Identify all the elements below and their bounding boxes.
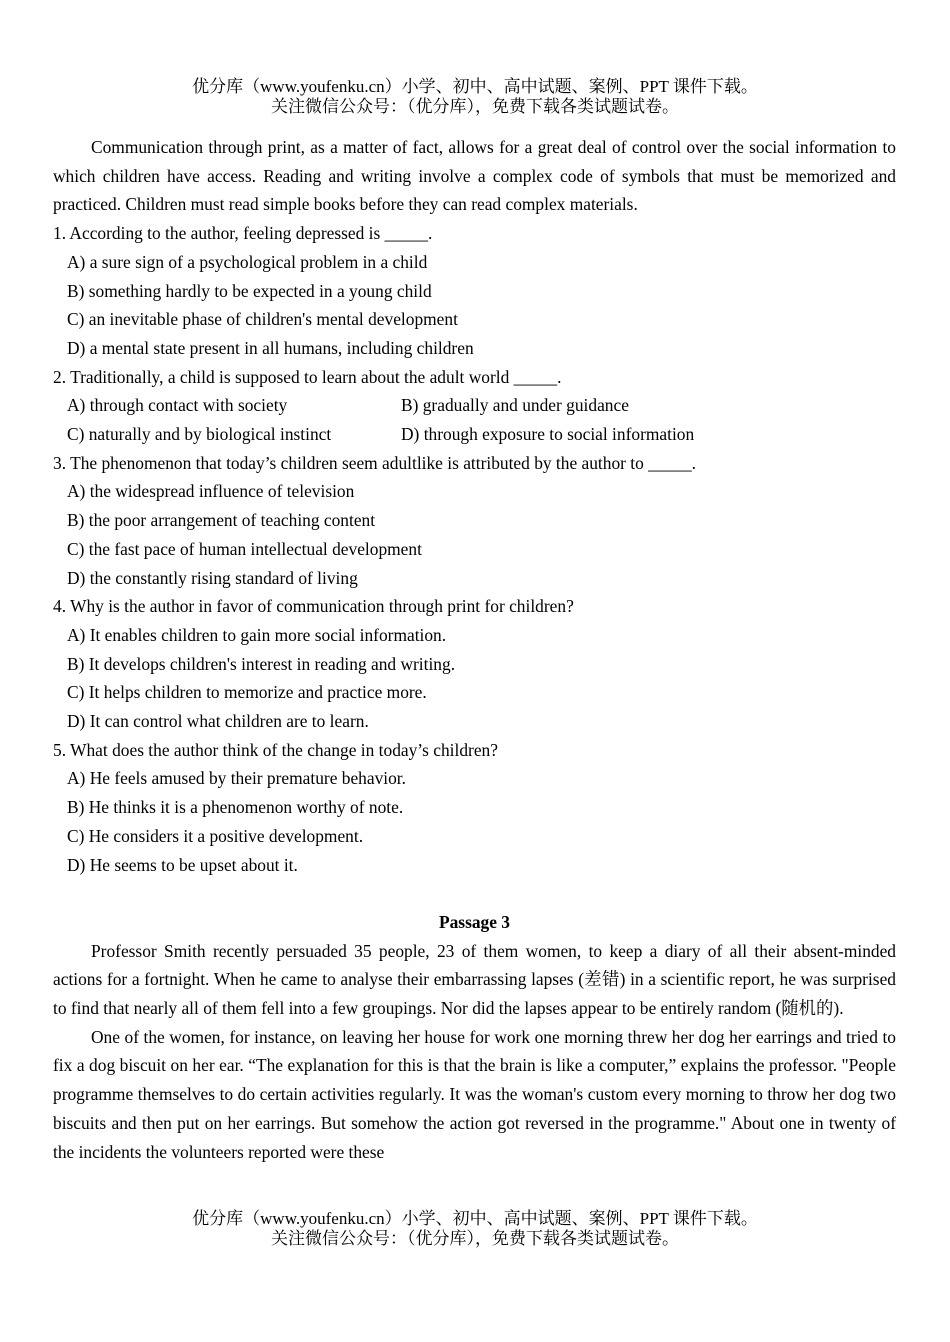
option-a: A) It enables children to gain more social information. <box>67 624 447 645</box>
question-4 <box>53 592 896 736</box>
option-d: D) He seems to be upset about it. <box>67 854 298 875</box>
option-d: D) a mental state present in all humans, including children <box>67 337 474 358</box>
option-row <box>53 391 896 420</box>
question-2 <box>53 363 896 449</box>
option-b: B) the poor arrangement of teaching content <box>67 510 376 531</box>
page-header <box>0 77 950 117</box>
spacer <box>53 879 896 908</box>
option-c: C) the fast pace of human intellectual development <box>67 538 422 559</box>
passage-paragraph: Professor Smith recently persuaded 35 people, 23 of them women, to keep a diary of all their absent-minded actions for a fortnight. When he came to analyse their embarrassing lapses (差错) in a scientific report, he was surprised to find that nearly all of them fell into a few groupings. Nor did the lapses appear to be entirely random (随机的). <box>53 940 896 1019</box>
option-c: C) an inevitable phase of children's mental development <box>67 309 458 330</box>
intro-paragraph: Communication through print, as a matter of fact, allows for a great deal of control over the social information to which children have access. Reading and writing involve a complex code of symbols that must be memorized and practiced. Children must read simple books before they can read complex materials. <box>53 137 896 215</box>
option-row <box>53 420 896 449</box>
option-b: B) It develops children's interest in reading and writing. <box>67 653 456 674</box>
page-body <box>53 133 896 1166</box>
question-stem: 4. Why is the author in favor of communication through print for children? <box>53 596 574 617</box>
header-line-1: 优分库（www.youfenku.cn）小学、初中、高中试题、案例、PPT 课件下载。 <box>192 77 758 96</box>
passage-paragraph: One of the women, for instance, on leaving her house for work one morning threw her dog her earrings and tried to fix a dog biscuit on her ear. “The explanation for this is that the brain is like a computer,” explains the professor. "People programme themselves to do certain activities regularly. It was the woman's custom every morning to throw her dog two biscuits and then put on her earrings. But somehow the action got reversed in the programme." About one in twenty of the incidents the volunteers reported were these <box>53 1026 896 1162</box>
passage-title: Passage 3 <box>438 911 510 932</box>
question-1 <box>53 219 896 363</box>
question-stem: 2. Traditionally, a child is supposed to learn about the adult world _____. <box>53 366 562 387</box>
option-b: B) He thinks it is a phenomenon worthy of note. <box>67 797 404 818</box>
footer-line-2: 关注微信公众号：（优分库），免费下载各类试题试卷。 <box>271 1229 679 1248</box>
option-b: B) something hardly to be expected in a young child <box>67 280 432 301</box>
question-stem: 1. According to the author, feeling depressed is _____. <box>53 223 433 244</box>
option-b: B) gradually and under guidance <box>401 395 629 416</box>
option-d: D) the constantly rising standard of living <box>67 567 358 588</box>
question-stem: 5. What does the author think of the change in today’s children? <box>53 739 498 760</box>
option-d: D) through exposure to social information <box>401 424 695 445</box>
option-c: C) He considers it a positive development. <box>67 825 364 846</box>
header-line-2: 关注微信公众号：（优分库），免费下载各类试题试卷。 <box>271 97 679 116</box>
page-footer <box>0 1209 950 1249</box>
option-a: A) the widespread influence of television <box>67 481 355 502</box>
question-stem: 3. The phenomenon that today’s children seem adultlike is attributed by the author to _____. <box>53 452 696 473</box>
option-a: A) He feels amused by their premature behavior. <box>67 768 406 789</box>
question-5 <box>53 736 896 880</box>
footer-line-1: 优分库（www.youfenku.cn）小学、初中、高中试题、案例、PPT 课件下载。 <box>192 1209 758 1228</box>
question-3 <box>53 449 896 593</box>
option-c: C) naturally and by biological instinct <box>67 424 332 445</box>
option-a: A) a sure sign of a psychological problem in a child <box>67 251 428 272</box>
option-a: A) through contact with society <box>67 395 288 416</box>
option-c: C) It helps children to memorize and practice more. <box>67 682 427 703</box>
option-d: D) It can control what children are to learn. <box>67 711 369 732</box>
